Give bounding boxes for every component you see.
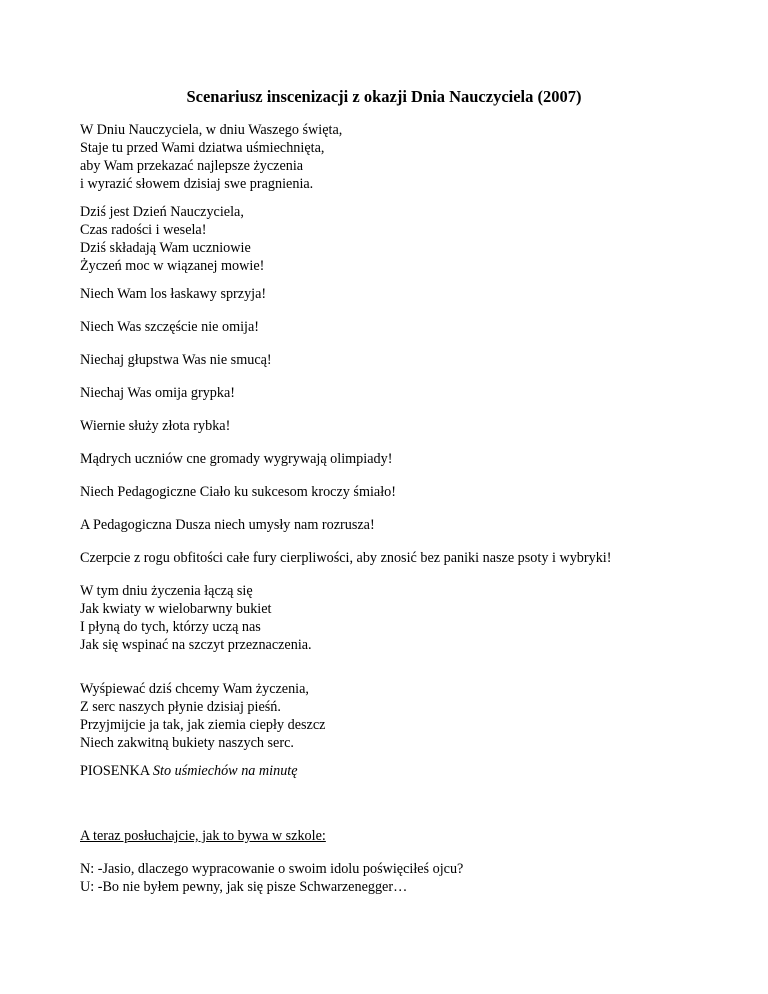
stanza-3	[80, 582, 312, 654]
text-line: Przyjmijcie ja tak, jak ziemia ciepły deszcz	[80, 717, 326, 733]
wish-line	[80, 549, 611, 567]
text-line: Wyśpiewać dziś chcemy Wam życzenia,	[80, 681, 309, 697]
wish-line	[80, 516, 375, 534]
wish-text: Niech Was szczęście nie omija!	[80, 319, 260, 335]
section-heading-text: A teraz posłuchajcie, jak to bywa w szkole:	[80, 828, 326, 844]
wish-line	[80, 450, 392, 468]
wish-text: Wiernie służy złota rybka!	[80, 418, 231, 434]
wish-line	[80, 417, 230, 435]
text-line: W tym dniu życzenia łączą się	[80, 583, 253, 599]
text-line: Życzeń moc w wiązanej mowie!	[80, 258, 265, 274]
text-line: Staje tu przed Wami dziatwa uśmiechnięta,	[80, 140, 325, 156]
wish-text: Niech Wam los łaskawy sprzyja!	[80, 286, 267, 302]
text-line: aby Wam przekazać najlepsze życzenia	[80, 158, 304, 174]
stanza-1	[80, 121, 342, 193]
dialogue-line: N: -Jasio, dlaczego wypracowanie o swoim idolu poświęciłeś ojcu?	[80, 861, 464, 877]
section-heading	[80, 827, 326, 845]
wish-line	[80, 483, 396, 501]
text-line: Jak się wspinać na szczyt przeznaczenia.	[80, 637, 312, 653]
text-line: Dziś składają Wam uczniowie	[80, 240, 251, 256]
text-line: Czas radości i wesela!	[80, 222, 207, 238]
text-line: I płyną do tych, którzy uczą nas	[80, 619, 261, 635]
text-line: Dziś jest Dzień Nauczyciela,	[80, 204, 244, 220]
wish-text: Niechaj Was omija grypka!	[80, 385, 236, 401]
wish-line	[80, 318, 259, 336]
wish-line	[80, 384, 235, 402]
song-line-text	[80, 762, 298, 780]
dialogue	[80, 860, 463, 896]
song-title: Sto uśmiechów na minutę	[152, 763, 298, 779]
wish-text: Czerpcie z rogu obfitości całe fury cierpliwości, aby znosić bez paniki nasze psoty i wybryki!	[80, 550, 612, 566]
wish-text: Niech Pedagogiczne Ciało ku sukcesom kroczy śmiało!	[80, 484, 396, 500]
song-line	[80, 762, 298, 780]
text-line: W Dniu Nauczyciela, w dniu Waszego święta,	[80, 122, 343, 138]
wish-text: A Pedagogiczna Dusza niech umysły nam rozrusza!	[80, 517, 375, 533]
text-line: Z serc naszych płynie dzisiaj pieśń.	[80, 699, 281, 715]
stanza-4	[80, 680, 325, 752]
song-label: PIOSENKA	[80, 763, 153, 779]
wish-text: Mądrych uczniów cne gromady wygrywają olimpiady!	[80, 451, 393, 467]
document-title: Scenariusz inscenizacji z okazji Dnia Nauczyciela (2007)	[186, 87, 582, 106]
wish-text: Niechaj głupstwa Was nie smucą!	[80, 352, 272, 368]
text-line: Niech zakwitną bukiety naszych serc.	[80, 735, 294, 751]
text-line: i wyrazić słowem dzisiaj swe pragnienia.	[80, 176, 314, 192]
text-line: Jak kwiaty w wielobarwny bukiet	[80, 601, 272, 617]
stanza-2	[80, 203, 264, 275]
wish-line	[80, 285, 266, 303]
wish-line	[80, 351, 272, 369]
dialogue-line: U: -Bo nie byłem pewny, jak się pisze Schwarzenegger…	[80, 879, 408, 895]
